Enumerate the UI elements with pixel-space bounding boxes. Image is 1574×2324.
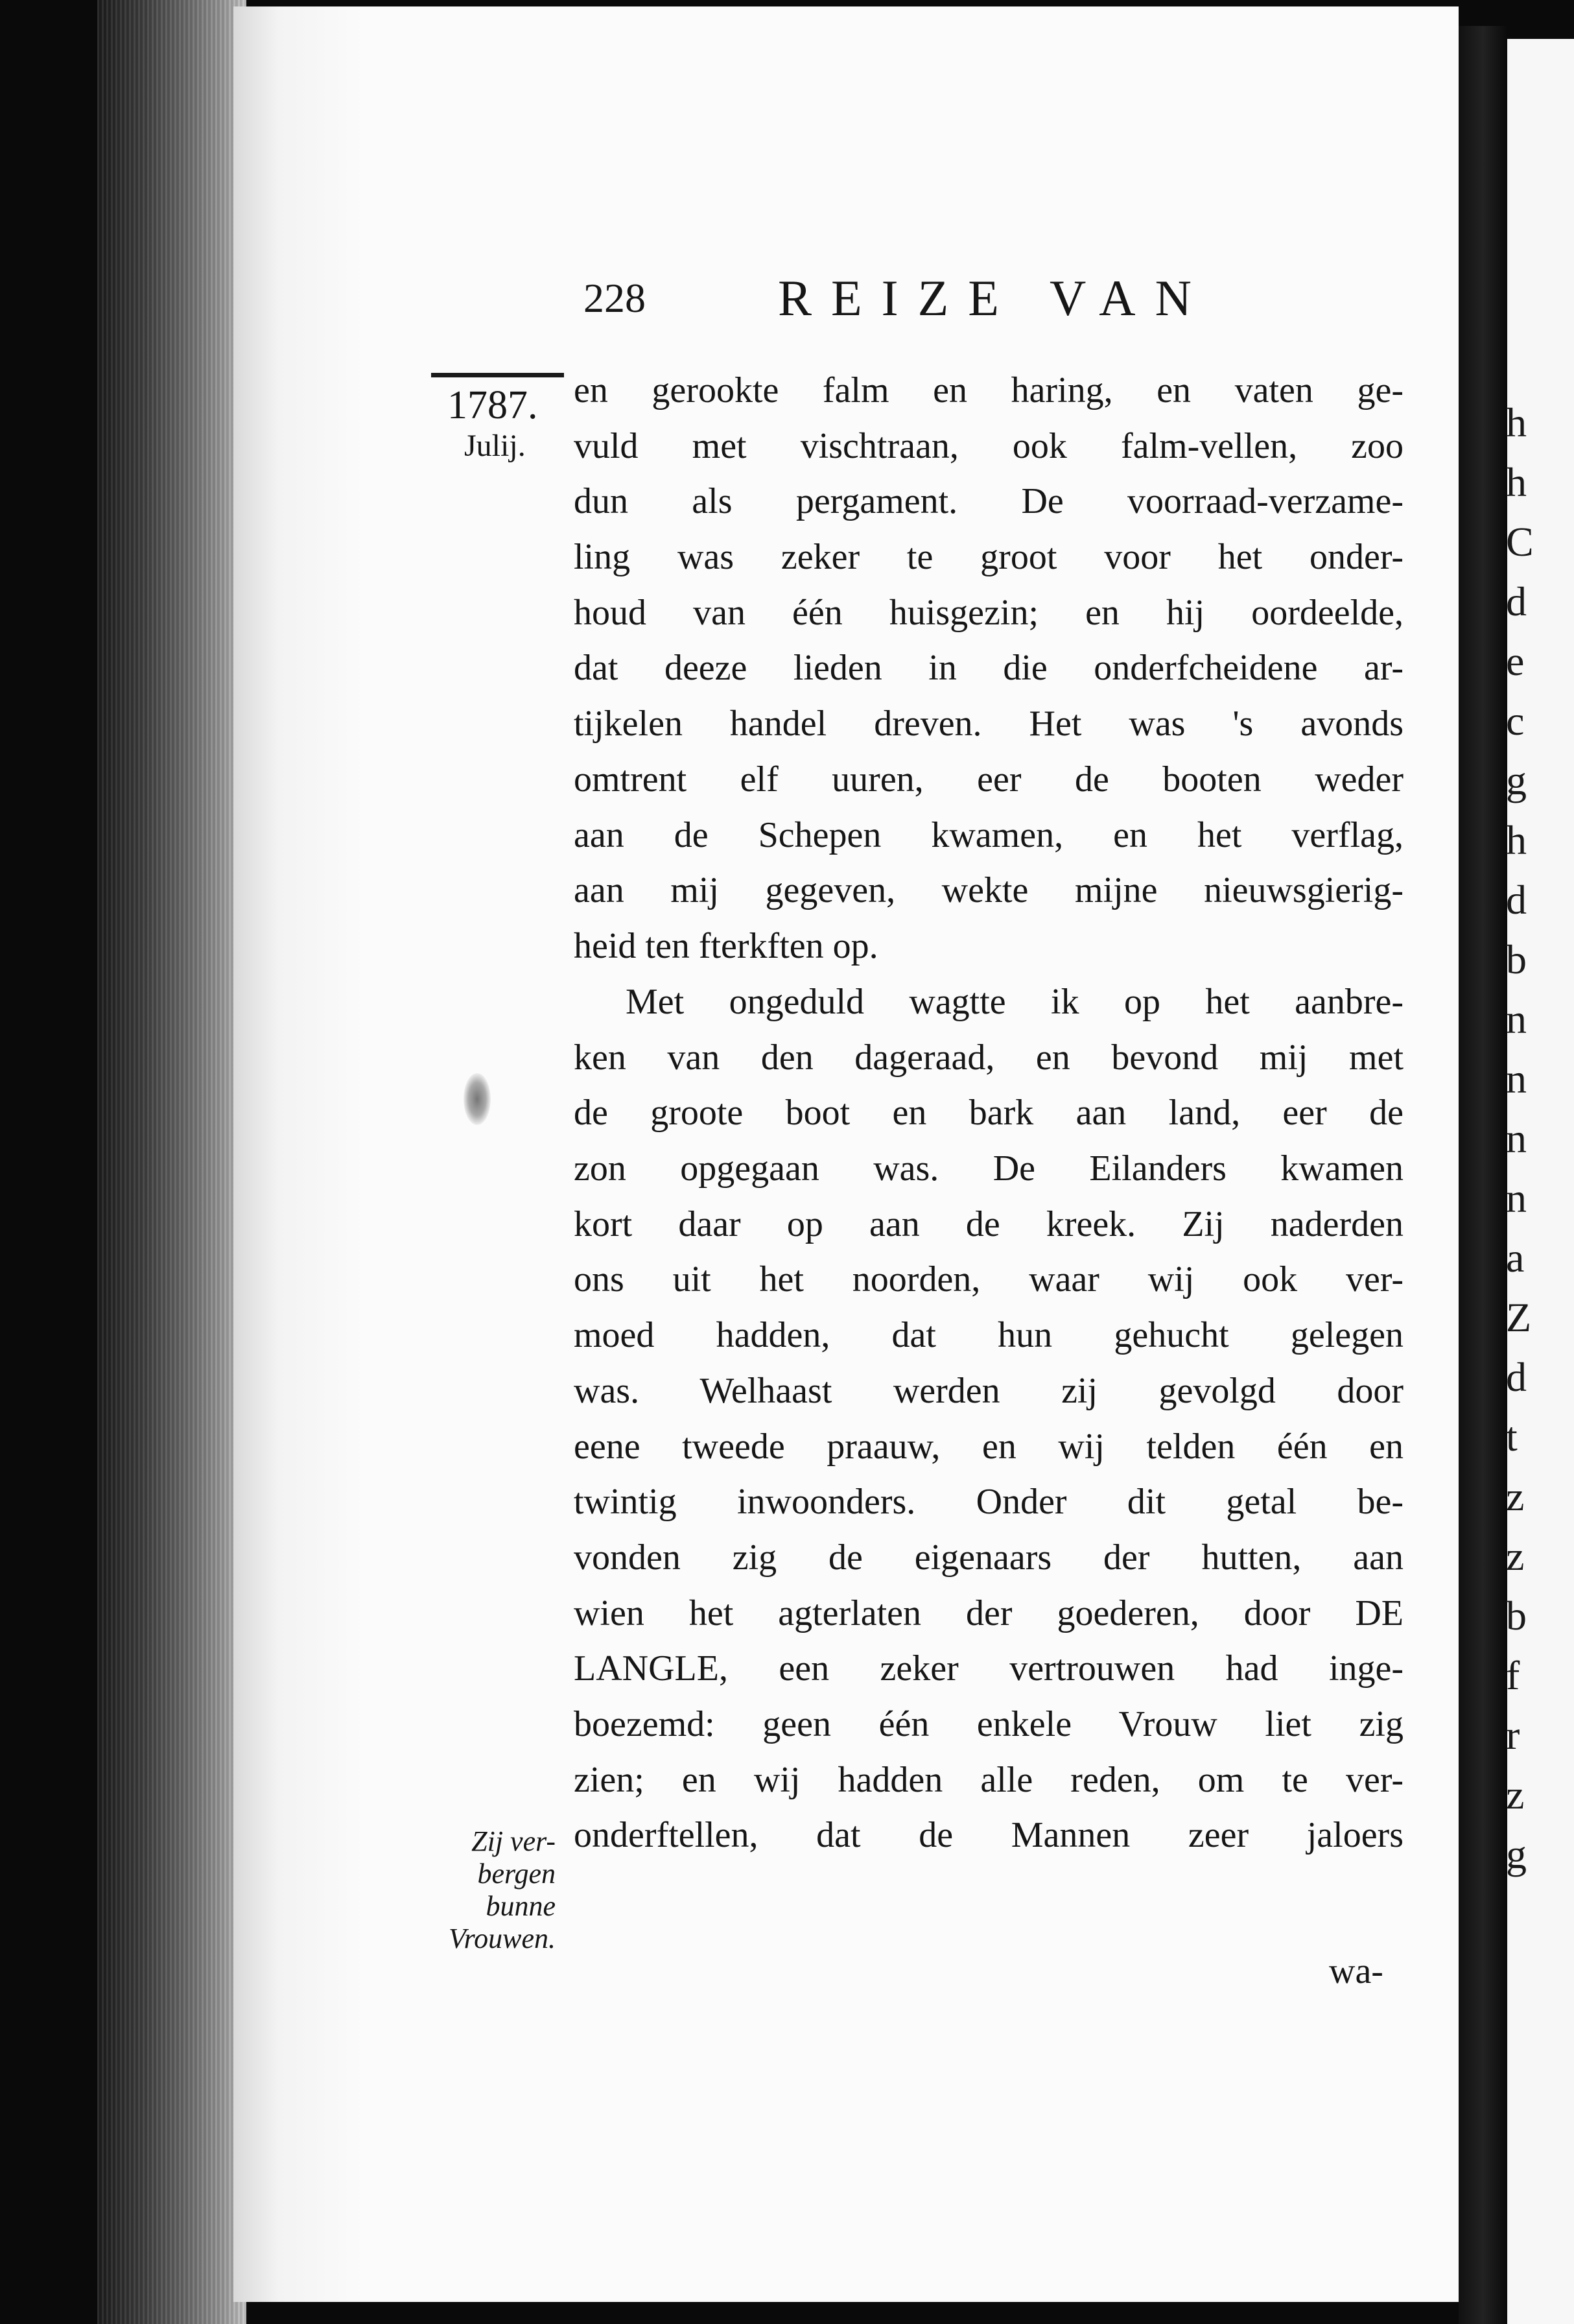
text-line: onderftellen, dat de Mannen zeer jaloers — [574, 1815, 1404, 1856]
next-page-letter: Z — [1506, 1294, 1532, 1340]
text-line: tijkelen handel dreven. Het was 's avonds — [574, 704, 1404, 744]
text-line: aan mij gegeven, wekte mijne nieuwsgierig- — [574, 870, 1404, 911]
next-page-fragment — [1507, 39, 1574, 2324]
text-line: heid ten fterkften op. — [574, 925, 878, 966]
text-line: twintig inwoonders. Onder dit getal be- — [574, 1482, 1404, 1523]
text-line: dat deeze lieden in die onderfcheidene ar- — [574, 648, 1404, 689]
catchword: wa- — [1329, 1951, 1383, 1991]
margin-month: Julij. — [464, 429, 526, 463]
text-line: ling was zeker te groot voor het onder- — [574, 537, 1404, 578]
margin-rule — [431, 373, 564, 377]
text-line: omtrent elf uuren, eer de booten weder — [574, 759, 1404, 800]
next-page-letter: g — [1506, 757, 1527, 803]
text-line: vonden zig de eigenaars der hutten, aan — [574, 1537, 1404, 1578]
text-line: boezemd: geen één enkele Vrouw liet zig — [574, 1703, 1404, 1744]
text-line: houd van één huisgezin; en hij oordeelde, — [574, 592, 1404, 633]
text-line: aan de Schepen kwamen, en het verflag, — [574, 814, 1404, 855]
margin-note-line: Vrouwen. — [449, 1923, 556, 1954]
text-line: dun als pergament. De voorraad-verzame- — [574, 481, 1404, 522]
book-page-edges — [97, 0, 246, 2324]
margin-note — [397, 1825, 556, 1955]
margin-note-line: bergen — [477, 1858, 556, 1890]
text-line: de groote boot en bark aan land, eer de — [574, 1093, 1404, 1133]
ink-speck — [464, 1073, 491, 1125]
paragraph-1 — [574, 363, 1404, 975]
next-page-letter: C — [1506, 519, 1534, 565]
paragraph-2 — [574, 975, 1404, 1864]
text-line: Met ongeduld wagtte ik op het aanbre- — [626, 982, 1404, 1022]
next-page-letter: z — [1506, 1533, 1525, 1579]
text-line: kort daar op aan de kreek. Zij naderden — [574, 1204, 1404, 1244]
text-line: wien het agterlaten der goederen, door DE — [574, 1593, 1404, 1633]
next-page-letter: b — [1506, 936, 1527, 982]
next-page-letter: n — [1506, 1056, 1527, 1102]
text-line: was. Welhaast werden zij gevolgd door — [574, 1370, 1404, 1411]
text-line: zien; en wij hadden alle reden, om te ver- — [574, 1759, 1404, 1800]
next-page-letter: n — [1506, 1115, 1527, 1161]
page-title: REIZE VAN — [778, 270, 1211, 326]
text-line: ken van den dageraad, en bevond mij met — [574, 1037, 1404, 1078]
margin-note-line: bunne — [486, 1890, 556, 1922]
text-line: LANGLE, een zeker vertrouwen had inge- — [574, 1648, 1404, 1689]
next-page-letter: a — [1506, 1235, 1525, 1281]
running-head — [583, 269, 1232, 327]
book-gutter — [1459, 26, 1507, 2324]
next-page-letter: h — [1506, 459, 1527, 505]
next-page-letter: b — [1506, 1593, 1527, 1639]
margin-year: 1787. — [447, 383, 538, 427]
next-page-letter: f — [1506, 1652, 1520, 1698]
next-page-letter: r — [1506, 1712, 1520, 1758]
next-page-letter: z — [1506, 1473, 1525, 1519]
next-page-letter: g — [1506, 1831, 1527, 1877]
text-line: eene tweede praauw, en wij telden één en — [574, 1426, 1404, 1467]
next-page-letter: n — [1506, 996, 1527, 1042]
next-page-letter: n — [1506, 1175, 1527, 1221]
next-page-letter: t — [1506, 1414, 1518, 1460]
next-page-letter: h — [1506, 399, 1527, 445]
text-line: vuld met vischtraan, ook falm-vellen, zoo — [574, 425, 1404, 466]
next-page-letter: c — [1506, 698, 1525, 744]
next-page-letter: z — [1506, 1772, 1525, 1818]
next-page-letter: h — [1506, 817, 1527, 863]
text-line: zon opgegaan was. De Eilanders kwamen — [574, 1148, 1404, 1189]
text-line: ons uit het noorden, waar wij ook ver- — [574, 1259, 1404, 1300]
text-line: en gerookte falm en haring, en vaten ge- — [574, 370, 1404, 410]
next-page-letter: d — [1506, 1354, 1527, 1400]
next-page-letter: e — [1506, 638, 1525, 684]
text-line: moed hadden, dat hun gehucht gelegen — [574, 1315, 1404, 1356]
page-number: 228 — [583, 275, 646, 321]
margin-note-line: Zij ver- — [471, 1825, 556, 1857]
next-page-letter: d — [1506, 877, 1527, 923]
next-page-letter: d — [1506, 578, 1527, 624]
